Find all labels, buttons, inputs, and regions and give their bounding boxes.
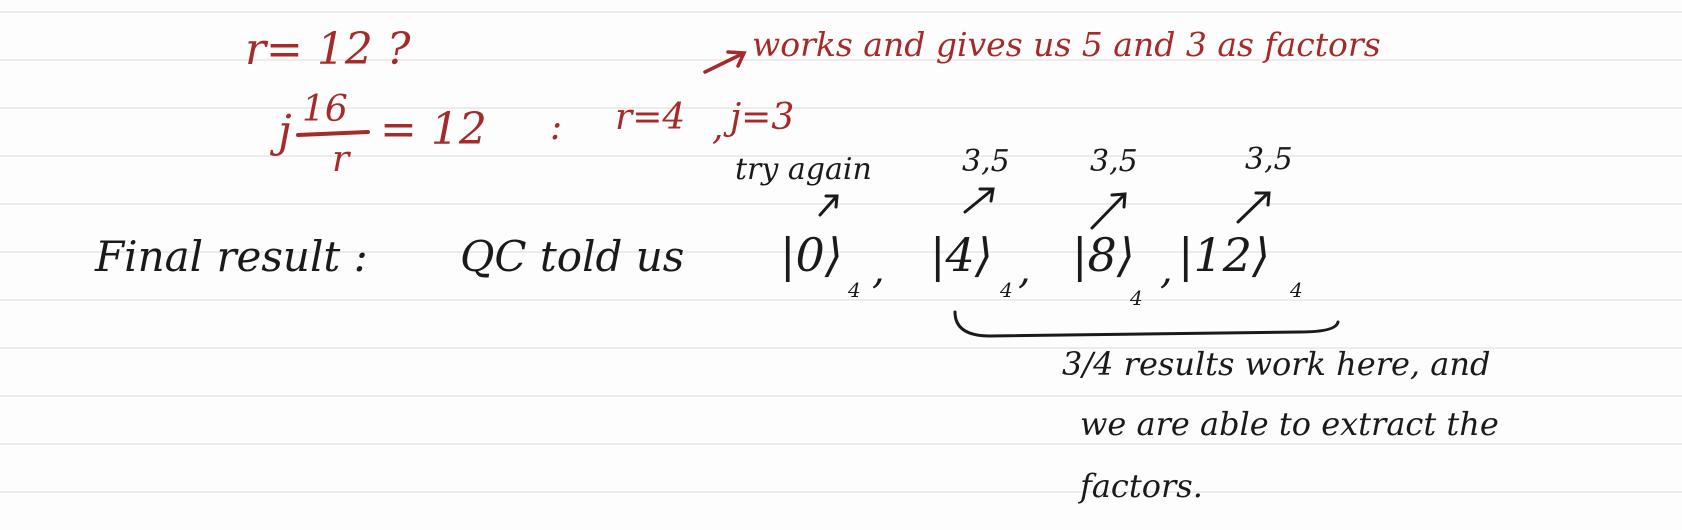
try-again-arrow-icon: [820, 196, 837, 215]
fraction-rhs: = 12: [380, 104, 487, 155]
r-value-text: r=4: [615, 97, 686, 138]
comma-2: ,: [1018, 247, 1031, 293]
ket-12-subscript: 4: [1290, 278, 1303, 302]
works-arrow-icon: [705, 52, 744, 72]
ket-0-subscript: 4: [848, 278, 861, 302]
conclusion-line-3: factors.: [1080, 467, 1203, 505]
ket-8-subscript: 4: [1130, 286, 1143, 310]
try-again-text: try again: [735, 152, 872, 187]
fraction-bar: [298, 132, 368, 135]
fraction-j: j: [278, 106, 292, 157]
factor-label-3: 3,5: [1245, 142, 1293, 177]
conclusion-line-1: 3/4 results work here, and: [1062, 345, 1491, 383]
fraction-denominator: r: [332, 139, 350, 180]
comma-3: ,: [1160, 247, 1173, 293]
ket-8: |8⟩: [1072, 228, 1135, 282]
ket-0: |0⟩: [780, 228, 843, 282]
factor-label-1: 3,5: [962, 144, 1010, 179]
factor-arrow-1-icon: [965, 189, 993, 212]
conclusion-line-2: we are able to extract the: [1080, 405, 1499, 443]
ket-4: |4⟩: [930, 228, 993, 282]
ket-12: |12⟩: [1178, 228, 1270, 282]
fraction-numerator: 16: [302, 89, 348, 130]
factor-arrow-2-icon: [1092, 194, 1125, 228]
factor-arrow-3-icon: [1238, 193, 1269, 222]
comma-red: ,: [712, 107, 724, 148]
factor-label-2: 3,5: [1090, 144, 1138, 179]
separator-colon: :: [550, 107, 563, 148]
r-guess-text: r= 12 ?: [245, 24, 411, 75]
underbrace-icon: [955, 312, 1338, 336]
qc-told-us-text: QC told us: [460, 232, 685, 281]
final-result-label: Final result :: [95, 232, 368, 281]
j-value-text: j=3: [730, 97, 795, 138]
works-note-text: works and gives us 5 and 3 as factors: [752, 25, 1381, 64]
comma-1: ,: [872, 247, 885, 293]
ket-4-subscript: 4: [1000, 278, 1013, 302]
